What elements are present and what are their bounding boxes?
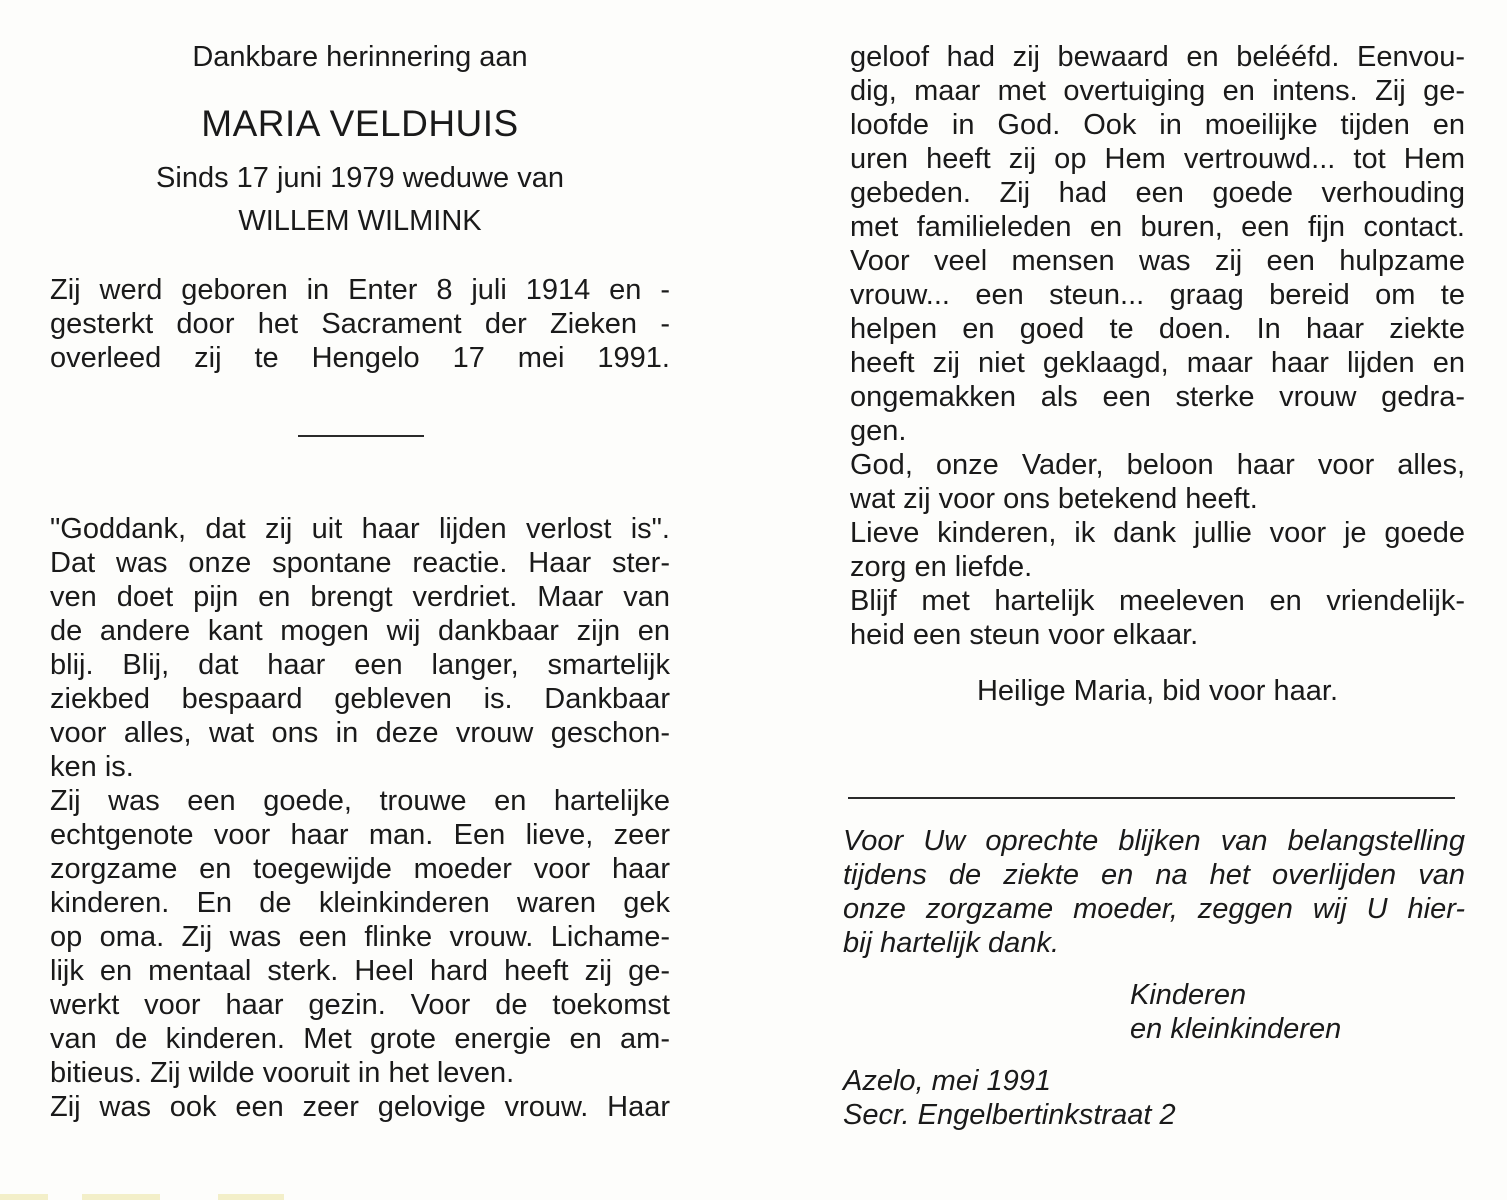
paper-stain bbox=[218, 1194, 284, 1200]
text-line: geloof had zij bewaard en belééfd. Eenvou- bbox=[850, 41, 1465, 73]
text-line: met familieleden en buren, een fijn contact. bbox=[850, 211, 1465, 243]
text-line: heid een steun voor elkaar. bbox=[850, 619, 1199, 651]
thanks-line: onze zorgzame moeder, zeggen wij U hier- bbox=[843, 893, 1465, 925]
text-line: Zij was een goede, trouwe en hartelijke bbox=[50, 785, 670, 817]
bio-line: overleed zij te Hengelo 17 mei 1991. bbox=[50, 342, 670, 374]
thanks-line: bij hartelijk dank. bbox=[843, 927, 1059, 959]
thanks-line: Voor Uw oprechte blijken van belangstelling bbox=[843, 825, 1465, 857]
text-line: Voor veel mensen was zij een hulpzame bbox=[850, 245, 1465, 277]
text-line: Lieve kinderen, ik dank jullie voor je goede bbox=[850, 517, 1465, 549]
text-line: Blijf met hartelijk meeleven en vriendelijk- bbox=[850, 585, 1465, 617]
text-line: vrouw... een steun... graag bereid om te bbox=[850, 279, 1465, 311]
text-line: van de kinderen. Met grote energie en am- bbox=[50, 1023, 670, 1055]
text-line: Zij was ook een zeer gelovige vrouw. Haar bbox=[50, 1091, 670, 1123]
text-line: echtgenote voor haar man. Een lieve, zeer bbox=[50, 819, 670, 851]
text-line: lijk en mentaal sterk. Heel hard heeft zij ge- bbox=[50, 955, 670, 987]
text-line: bitieus. Zij wilde vooruit in het leven. bbox=[50, 1057, 515, 1089]
text-line: ongemakken als een sterke vrouw gedra- bbox=[850, 381, 1465, 413]
text-line: wat zij voor ons betekend heeft. bbox=[850, 483, 1258, 515]
address: Secr. Engelbertinkstraat 2 bbox=[843, 1099, 1176, 1131]
text-line: Dat was onze spontane reactie. Haar ster- bbox=[50, 547, 670, 579]
text-line: God, onze Vader, beloon haar voor alles, bbox=[850, 449, 1465, 481]
text-line: dig, maar met overtuiging en intens. Zij ge- bbox=[850, 75, 1465, 107]
text-line: zorg en liefde. bbox=[850, 551, 1033, 583]
bio-line: gesterkt door het Sacrament der Zieken - bbox=[50, 308, 670, 340]
text-line: ken is. bbox=[50, 751, 134, 783]
husband-name: WILLEM WILMINK bbox=[238, 205, 482, 237]
text-line: ziekbed bespaard gebleven is. Dankbaar bbox=[50, 683, 670, 715]
paper-stain bbox=[82, 1194, 160, 1200]
text-line: op oma. Zij was een flinke vrouw. Lichame- bbox=[50, 921, 670, 953]
bio-line: Zij werd geboren in Enter 8 juli 1914 en - bbox=[50, 274, 670, 306]
signature-line: en kleinkinderen bbox=[1130, 1013, 1342, 1045]
text-line: helpen en goed te doen. In haar ziekte bbox=[850, 313, 1465, 345]
place-date: Azelo, mei 1991 bbox=[843, 1065, 1051, 1097]
paper-stain bbox=[0, 1194, 48, 1200]
thanks-line: tijdens de ziekte en na het overlijden van bbox=[843, 859, 1465, 891]
text-line: gebeden. Zij had een goede verhouding bbox=[850, 177, 1465, 209]
divider bbox=[298, 435, 424, 437]
text-line: werkt voor haar gezin. Voor de toekomst bbox=[50, 989, 670, 1021]
text-line: "Goddank, dat zij uit haar lijden verlost is". bbox=[50, 513, 670, 545]
divider bbox=[848, 797, 1455, 799]
text-line: voor alles, wat ons in deze vrouw geschon- bbox=[50, 717, 670, 749]
intro-text: Dankbare herinnering aan bbox=[192, 41, 528, 73]
text-line: heeft zij niet geklaagd, maar haar lijden en bbox=[850, 347, 1465, 379]
text-line: blij. Blij, dat haar een langer, smartelijk bbox=[50, 649, 670, 681]
widow-line: Sinds 17 juni 1979 weduwe van bbox=[156, 162, 564, 194]
text-line: kinderen. En de kleinkinderen waren gek bbox=[50, 887, 670, 919]
deceased-name: MARIA VELDHUIS bbox=[201, 103, 519, 144]
signature-line: Kinderen bbox=[1130, 979, 1247, 1011]
prayer-line: Heilige Maria, bid voor haar. bbox=[976, 675, 1339, 707]
text-line: uren heeft zij op Hem vertrouwd... tot Hem bbox=[850, 143, 1465, 175]
text-line: ven doet pijn en brengt verdriet. Maar van bbox=[50, 581, 670, 613]
text-line: gen. bbox=[850, 415, 907, 447]
text-line: de andere kant mogen wij dankbaar zijn en bbox=[50, 615, 670, 647]
text-line: zorgzame en toegewijde moeder voor haar bbox=[50, 853, 670, 885]
text-line: loofde in God. Ook in moeilijke tijden en bbox=[850, 109, 1465, 141]
